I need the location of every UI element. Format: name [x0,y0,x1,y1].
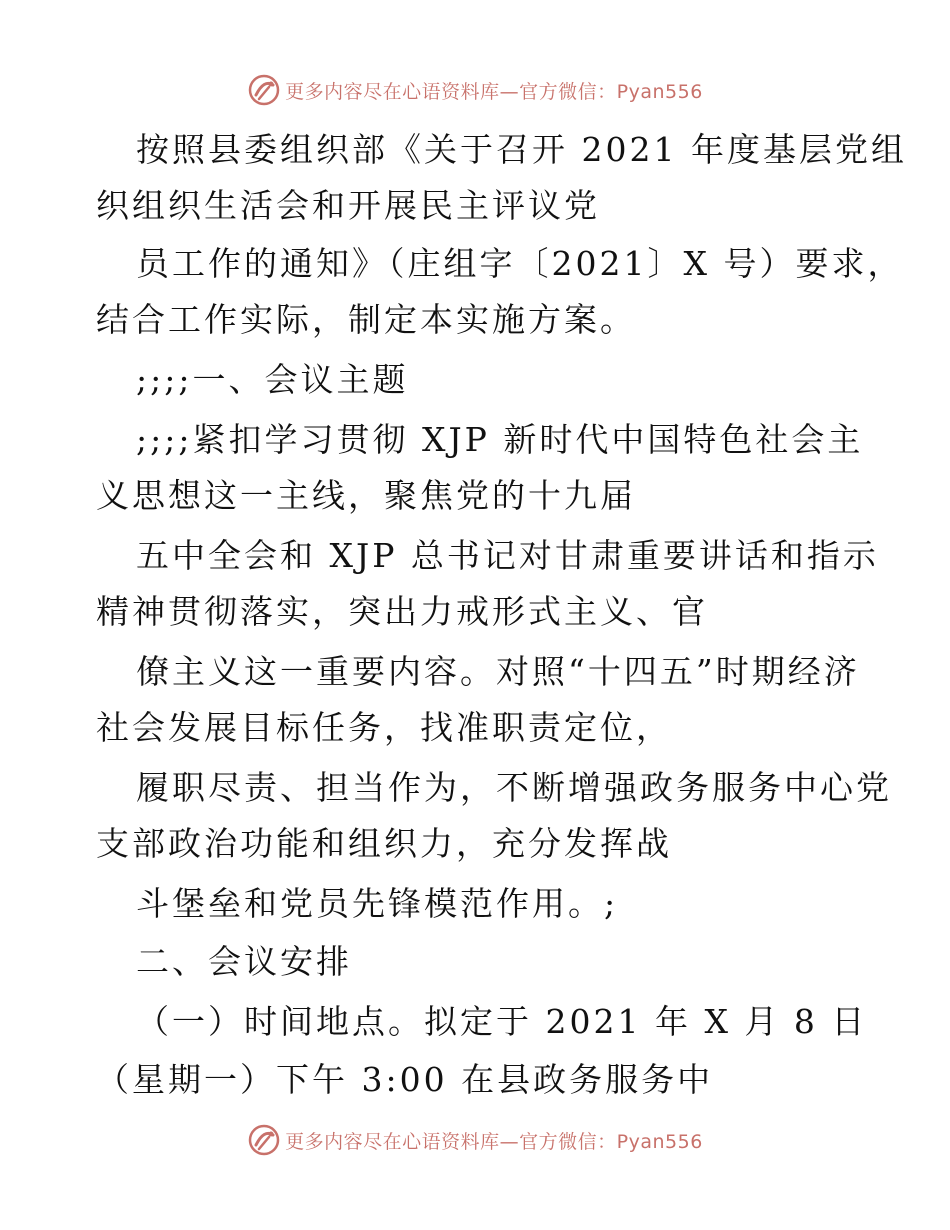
text-line: 员工作的通知》（庄组字〔2021〕X 号）要求， [136,244,904,283]
text-line: 按照县委组织部《关于召开 2021 年度基层党组 [136,130,907,169]
text-line: 精神贯彻落实，突出力戒形式主义、官 [96,592,708,631]
watermark-text: 更多内容尽在心语资料库—官方微信：Pyan556 [285,80,703,103]
watermark-text: 更多内容尽在心语资料库—官方微信：Pyan556 [285,1130,703,1153]
watermark-logo-icon [247,73,281,107]
watermark-bottom [0,1120,950,1160]
section-heading: 二、会议安排 [136,942,352,981]
watermark-top [0,70,950,110]
text-line: 履职尽责、担当作为，不断增强政务服务中心党 [136,768,892,807]
text-line: 僚主义这一重要内容。对照“十四五”时期经济 [136,652,860,691]
text-line: 支部政治功能和组织力，充分发挥战 [96,824,672,863]
text-line: （星期一）下午 3:00 在县政务服务中 [96,1060,714,1099]
watermark-logo-icon [247,1123,281,1157]
text-line: ;;;;紧扣学习贯彻 XJP 新时代中国特色社会主 [136,420,864,459]
text-line: 结合工作实际，制定本实施方案。 [96,300,636,339]
section-heading: ;;;;一、会议主题 [136,360,409,399]
text-line: （一）时间地点。拟定于 2021 年 X 月 8 日 [136,1002,868,1041]
text-line: 织组织生活会和开展民主评议党 [96,186,600,225]
text-line: 社会发展目标任务，找准职责定位， [96,708,672,747]
text-line: 斗堡垒和党员先锋模范作用。; [136,884,619,923]
text-line: 五中全会和 XJP 总书记对甘肃重要讲话和指示 [136,536,879,575]
text-line: 义思想这一主线，聚焦党的十九届 [96,476,636,515]
